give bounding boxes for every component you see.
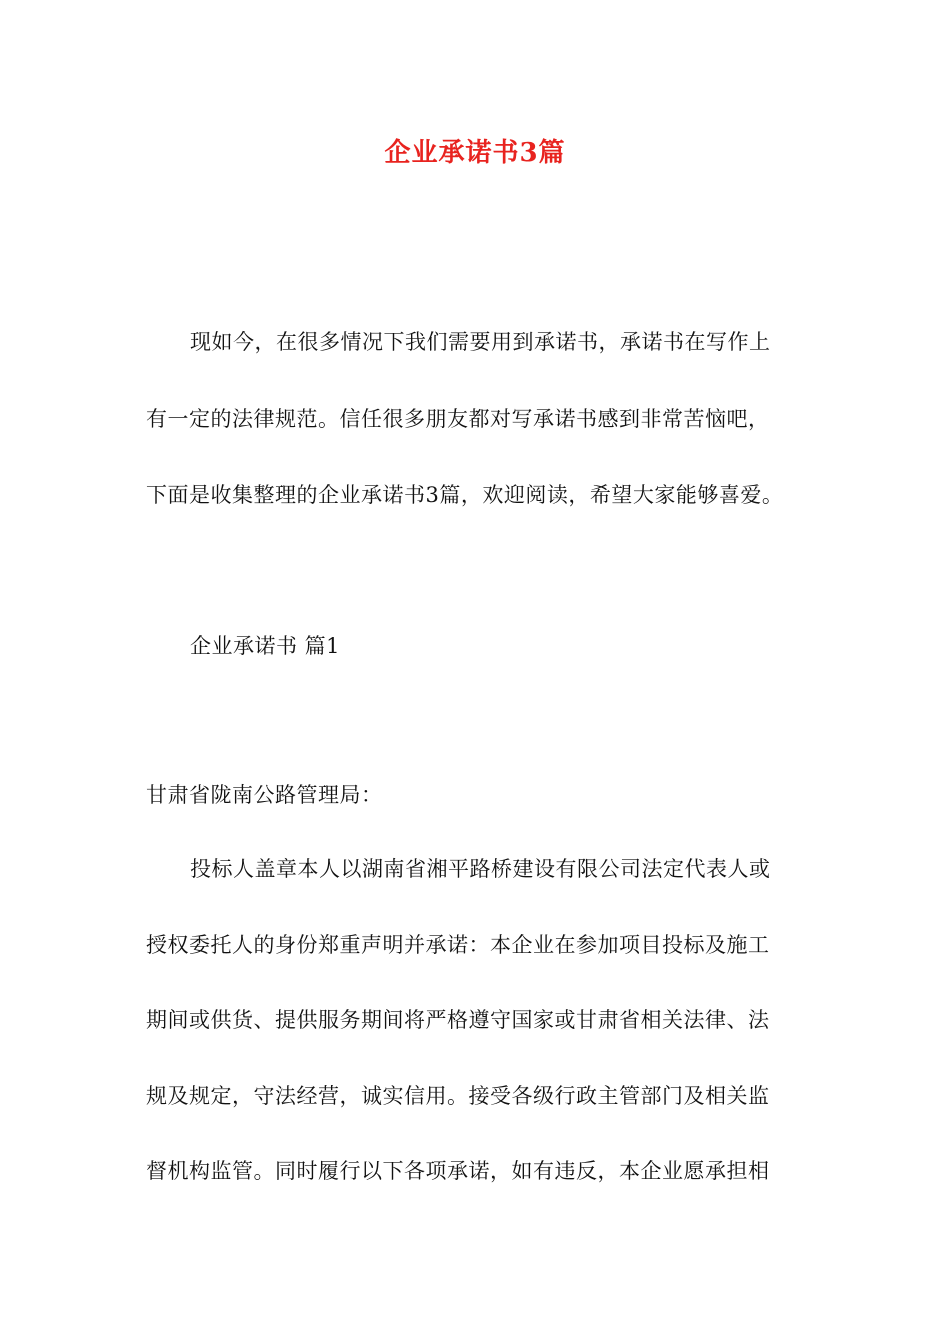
body-line: 期间或供货、提供服务期间将严格遵守国家或甘肃省相关法律、法 [146,1008,770,1032]
body-line: 投标人盖章本人以湖南省湘平路桥建设有限公司法定代表人或 [190,857,771,881]
intro-line: 下面是收集整理的企业承诺书3篇，欢迎阅读，希望大家能够喜爱。 [146,483,784,507]
body-line: 规及规定，守法经营，诚实信用。接受各级行政主管部门及相关监 [146,1084,770,1108]
body-line: 督机构监管。同时履行以下各项承诺，如有违反，本企业愿承担相 [146,1159,770,1183]
section-heading: 企业承诺书 篇1 [190,634,341,658]
body-line: 授权委托人的身份郑重声明并承诺：本企业在参加项目投标及施工 [146,933,770,957]
addressee: 甘肃省陇南公路管理局： [146,783,383,807]
intro-line: 现如今，在很多情况下我们需要用到承诺书，承诺书在写作上 [190,330,771,354]
document-title: 企业承诺书3篇 [384,138,566,168]
intro-line: 有一定的法律规范。信任很多朋友都对写承诺书感到非常苦恼吧， [146,407,770,431]
